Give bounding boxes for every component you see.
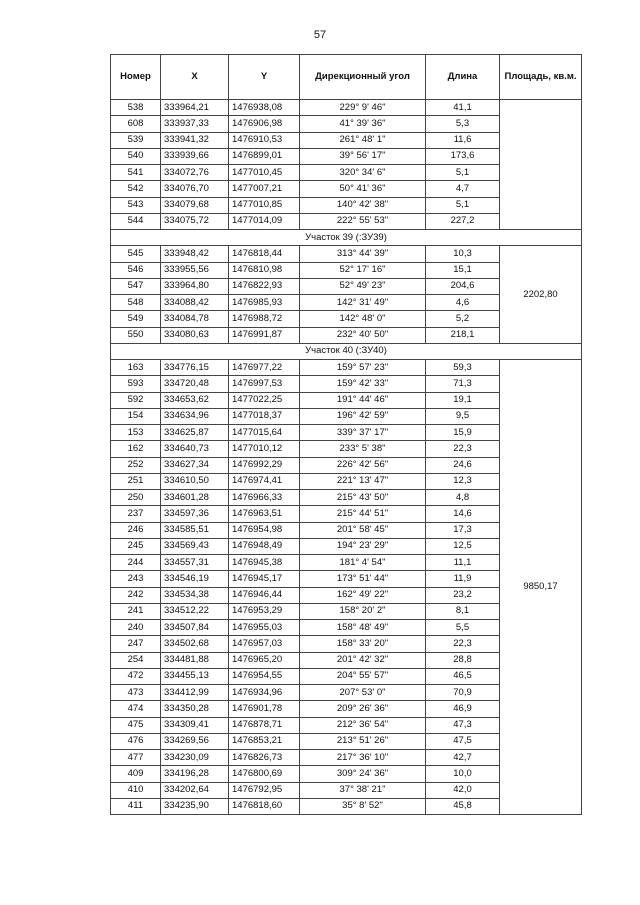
coord-y: 1476906,98 [229, 116, 300, 132]
coord-y: 1476810,98 [229, 262, 300, 278]
segment-length: 28,8 [426, 652, 500, 668]
direction-angle: 159° 57' 23" [300, 360, 426, 376]
direction-angle: 309° 24' 36" [300, 766, 426, 782]
point-number: 246 [111, 522, 161, 538]
point-number: 242 [111, 587, 161, 603]
coord-y: 1476800,69 [229, 766, 300, 782]
direction-angle: 181° 4' 54" [300, 555, 426, 571]
segment-length: 22,3 [426, 441, 500, 457]
coord-x: 334455,13 [161, 668, 229, 684]
coord-y: 1476965,20 [229, 652, 300, 668]
direction-angle: 213° 51' 26" [300, 733, 426, 749]
coord-x: 334309,41 [161, 717, 229, 733]
table-header-row [111, 55, 582, 100]
coord-x: 334720,48 [161, 376, 229, 392]
coord-y: 1476938,08 [229, 100, 300, 116]
direction-angle: 52° 17' 16" [300, 262, 426, 278]
coord-x: 334084,78 [161, 311, 229, 327]
coord-y: 1476826,73 [229, 750, 300, 766]
direction-angle: 204° 55' 57" [300, 668, 426, 684]
segment-length: 17,3 [426, 522, 500, 538]
point-number: 542 [111, 181, 161, 197]
direction-angle: 221° 13' 47" [300, 473, 426, 489]
direction-angle: 173° 51' 44" [300, 571, 426, 587]
direction-angle: 50° 41' 36" [300, 181, 426, 197]
coord-x: 334088,42 [161, 295, 229, 311]
segment-length: 204,6 [426, 278, 500, 294]
coord-y: 1476963,51 [229, 506, 300, 522]
table-row [111, 360, 582, 376]
segment-length: 11,6 [426, 132, 500, 148]
header-length: Длина [426, 55, 500, 100]
coord-x: 334076,70 [161, 181, 229, 197]
segment-length: 10,0 [426, 766, 500, 782]
coord-x: 334235,90 [161, 798, 229, 814]
point-number: 245 [111, 538, 161, 554]
coord-x: 334512,22 [161, 603, 229, 619]
coord-y: 1476853,21 [229, 733, 300, 749]
area-value: 9850,17 [500, 360, 582, 815]
coord-y: 1477010,12 [229, 441, 300, 457]
coord-x: 334230,09 [161, 750, 229, 766]
point-number: 547 [111, 278, 161, 294]
coord-x: 334481,88 [161, 652, 229, 668]
segment-length: 59,3 [426, 360, 500, 376]
segment-length: 227,2 [426, 213, 500, 229]
point-number: 411 [111, 798, 161, 814]
segment-length: 5,1 [426, 165, 500, 181]
coord-x: 334072,76 [161, 165, 229, 181]
point-number: 475 [111, 717, 161, 733]
coord-x: 334507,84 [161, 620, 229, 636]
coord-x: 334080,63 [161, 327, 229, 343]
coord-y: 1476966,33 [229, 490, 300, 506]
direction-angle: 201° 42' 32" [300, 652, 426, 668]
coord-x: 334546,19 [161, 571, 229, 587]
coordinates-table [110, 54, 582, 815]
point-number: 251 [111, 473, 161, 489]
coord-x: 333948,42 [161, 246, 229, 262]
direction-angle: 142° 48' 0" [300, 311, 426, 327]
page-number: 57 [313, 29, 327, 41]
segment-length: 15,1 [426, 262, 500, 278]
coord-y: 1476822,93 [229, 278, 300, 294]
coord-x: 333955,56 [161, 262, 229, 278]
point-number: 550 [111, 327, 161, 343]
coord-x: 334627,34 [161, 457, 229, 473]
direction-angle: 320° 34' 6" [300, 165, 426, 181]
coord-x: 334640,73 [161, 441, 229, 457]
direction-angle: 313° 44' 39" [300, 246, 426, 262]
direction-angle: 158° 20' 2" [300, 603, 426, 619]
coord-y: 1476899,01 [229, 148, 300, 164]
point-number: 477 [111, 750, 161, 766]
coord-y: 1477010,85 [229, 197, 300, 213]
coord-y: 1476954,98 [229, 522, 300, 538]
segment-length: 41,1 [426, 100, 500, 116]
point-number: 472 [111, 668, 161, 684]
section-row [111, 230, 582, 246]
point-number: 539 [111, 132, 161, 148]
direction-angle: 159° 42' 33" [300, 376, 426, 392]
coord-x: 334597,36 [161, 506, 229, 522]
point-number: 474 [111, 701, 161, 717]
header-x: X [161, 55, 229, 100]
segment-length: 15,9 [426, 425, 500, 441]
coord-x: 333939,66 [161, 148, 229, 164]
segment-length: 5,2 [426, 311, 500, 327]
segment-length: 42,7 [426, 750, 500, 766]
direction-angle: 212° 36' 54" [300, 717, 426, 733]
segment-length: 23,2 [426, 587, 500, 603]
point-number: 153 [111, 425, 161, 441]
point-number: 538 [111, 100, 161, 116]
direction-angle: 222° 55' 53" [300, 213, 426, 229]
coord-x: 334634,96 [161, 408, 229, 424]
coord-x: 334653,62 [161, 392, 229, 408]
direction-angle: 52° 49' 23" [300, 278, 426, 294]
segment-length: 5,1 [426, 197, 500, 213]
point-number: 237 [111, 506, 161, 522]
point-number: 162 [111, 441, 161, 457]
point-number: 549 [111, 311, 161, 327]
point-number: 592 [111, 392, 161, 408]
point-number: 543 [111, 197, 161, 213]
segment-length: 218,1 [426, 327, 500, 343]
coord-y: 1476997,53 [229, 376, 300, 392]
point-number: 548 [111, 295, 161, 311]
segment-length: 12,5 [426, 538, 500, 554]
coord-x: 334557,31 [161, 555, 229, 571]
segment-length: 4,8 [426, 490, 500, 506]
direction-angle: 158° 33' 20" [300, 636, 426, 652]
coord-x: 334625,87 [161, 425, 229, 441]
coord-y: 1477010,45 [229, 165, 300, 181]
coord-y: 1476991,87 [229, 327, 300, 343]
segment-length: 8,1 [426, 603, 500, 619]
segment-length: 24,6 [426, 457, 500, 473]
segment-length: 10,3 [426, 246, 500, 262]
table-body [111, 100, 582, 815]
coord-y: 1476985,93 [229, 295, 300, 311]
segment-length: 4,7 [426, 181, 500, 197]
coord-y: 1476977,22 [229, 360, 300, 376]
segment-length: 19,1 [426, 392, 500, 408]
direction-angle: 232° 40' 50" [300, 327, 426, 343]
coord-x: 334610,50 [161, 473, 229, 489]
coord-x: 334502,68 [161, 636, 229, 652]
coord-x: 334269,56 [161, 733, 229, 749]
header-area: Площадь, кв.м. [500, 55, 582, 100]
coord-x: 334202,64 [161, 782, 229, 798]
coord-y: 1476818,60 [229, 798, 300, 814]
coord-x: 334601,28 [161, 490, 229, 506]
coord-y: 1476988,72 [229, 311, 300, 327]
point-number: 410 [111, 782, 161, 798]
coord-x: 333941,32 [161, 132, 229, 148]
direction-angle: 215° 43' 50" [300, 490, 426, 506]
segment-length: 11,9 [426, 571, 500, 587]
section-title: Участок 39 (:ЗУ39) [111, 230, 582, 246]
direction-angle: 261° 48' 1" [300, 132, 426, 148]
coord-y: 1476953,29 [229, 603, 300, 619]
point-number: 243 [111, 571, 161, 587]
point-number: 154 [111, 408, 161, 424]
direction-angle: 39° 56' 17" [300, 148, 426, 164]
point-number: 593 [111, 376, 161, 392]
segment-length: 12,3 [426, 473, 500, 489]
point-number: 476 [111, 733, 161, 749]
direction-angle: 217° 36' 10" [300, 750, 426, 766]
direction-angle: 37° 38' 21" [300, 782, 426, 798]
coord-x: 334196,28 [161, 766, 229, 782]
point-number: 409 [111, 766, 161, 782]
coord-x: 334585,51 [161, 522, 229, 538]
point-number: 163 [111, 360, 161, 376]
segment-length: 22,3 [426, 636, 500, 652]
coord-x: 334075,72 [161, 213, 229, 229]
table-row [111, 100, 582, 116]
point-number: 252 [111, 457, 161, 473]
coord-y: 1477014,09 [229, 213, 300, 229]
coord-y: 1476955,03 [229, 620, 300, 636]
segment-length: 46,5 [426, 668, 500, 684]
coord-y: 1477015,64 [229, 425, 300, 441]
direction-angle: 229° 9' 46" [300, 100, 426, 116]
direction-angle: 209° 26' 36" [300, 701, 426, 717]
direction-angle: 226° 42' 56" [300, 457, 426, 473]
point-number: 244 [111, 555, 161, 571]
segment-length: 70,9 [426, 685, 500, 701]
segment-length: 11,1 [426, 555, 500, 571]
coord-y: 1476974,41 [229, 473, 300, 489]
segment-length: 71,3 [426, 376, 500, 392]
point-number: 540 [111, 148, 161, 164]
segment-length: 9,5 [426, 408, 500, 424]
coord-y: 1476957,03 [229, 636, 300, 652]
point-number: 545 [111, 246, 161, 262]
direction-angle: 201° 58' 45" [300, 522, 426, 538]
direction-angle: 215° 44' 51" [300, 506, 426, 522]
coord-y: 1476818,44 [229, 246, 300, 262]
coord-y: 1476954,55 [229, 668, 300, 684]
segment-length: 4,6 [426, 295, 500, 311]
section-row [111, 343, 582, 359]
coord-y: 1476992,29 [229, 457, 300, 473]
coord-y: 1476792,95 [229, 782, 300, 798]
coord-x: 334412,99 [161, 685, 229, 701]
header-direction-angle: Дирекционный угол [300, 55, 426, 100]
segment-length: 42,0 [426, 782, 500, 798]
direction-angle: 191° 44' 46" [300, 392, 426, 408]
header-number: Номер [111, 55, 161, 100]
segment-length: 45,8 [426, 798, 500, 814]
coord-x: 334776,15 [161, 360, 229, 376]
coord-x: 334534,38 [161, 587, 229, 603]
segment-length: 5,5 [426, 620, 500, 636]
coord-y: 1477007,21 [229, 181, 300, 197]
point-number: 544 [111, 213, 161, 229]
coord-y: 1476910,53 [229, 132, 300, 148]
point-number: 541 [111, 165, 161, 181]
table-row [111, 246, 582, 262]
point-number: 473 [111, 685, 161, 701]
coord-y: 1476934,96 [229, 685, 300, 701]
coord-x: 333937,33 [161, 116, 229, 132]
direction-angle: 339° 37' 17" [300, 425, 426, 441]
segment-length: 173,6 [426, 148, 500, 164]
direction-angle: 233° 5' 38" [300, 441, 426, 457]
segment-length: 47,5 [426, 733, 500, 749]
point-number: 608 [111, 116, 161, 132]
segment-length: 14,6 [426, 506, 500, 522]
coord-y: 1476878,71 [229, 717, 300, 733]
coord-x: 334079,68 [161, 197, 229, 213]
header-y: Y [229, 55, 300, 100]
segment-length: 47,3 [426, 717, 500, 733]
direction-angle: 162° 49' 22" [300, 587, 426, 603]
direction-angle: 196° 42' 59" [300, 408, 426, 424]
coord-x: 333964,80 [161, 278, 229, 294]
area-value: 2202,80 [500, 246, 582, 344]
coord-y: 1476948,49 [229, 538, 300, 554]
coord-x: 333964,21 [161, 100, 229, 116]
point-number: 546 [111, 262, 161, 278]
direction-angle: 207° 53' 0" [300, 685, 426, 701]
coord-x: 334569,43 [161, 538, 229, 554]
direction-angle: 194° 23' 29" [300, 538, 426, 554]
segment-length: 5,3 [426, 116, 500, 132]
coord-x: 334350,28 [161, 701, 229, 717]
direction-angle: 158° 48' 49" [300, 620, 426, 636]
coord-y: 1476901,78 [229, 701, 300, 717]
coord-y: 1476945,38 [229, 555, 300, 571]
area-value [500, 100, 582, 230]
coord-y: 1477018,37 [229, 408, 300, 424]
segment-length: 46,9 [426, 701, 500, 717]
coord-y: 1477022,25 [229, 392, 300, 408]
coord-y: 1476946,44 [229, 587, 300, 603]
coord-y: 1476945,17 [229, 571, 300, 587]
point-number: 247 [111, 636, 161, 652]
point-number: 241 [111, 603, 161, 619]
direction-angle: 140° 42' 38" [300, 197, 426, 213]
direction-angle: 142° 31' 49" [300, 295, 426, 311]
section-title: Участок 40 (:ЗУ40) [111, 343, 582, 359]
direction-angle: 35° 8' 52" [300, 798, 426, 814]
point-number: 250 [111, 490, 161, 506]
point-number: 254 [111, 652, 161, 668]
direction-angle: 41° 39' 36" [300, 116, 426, 132]
point-number: 240 [111, 620, 161, 636]
